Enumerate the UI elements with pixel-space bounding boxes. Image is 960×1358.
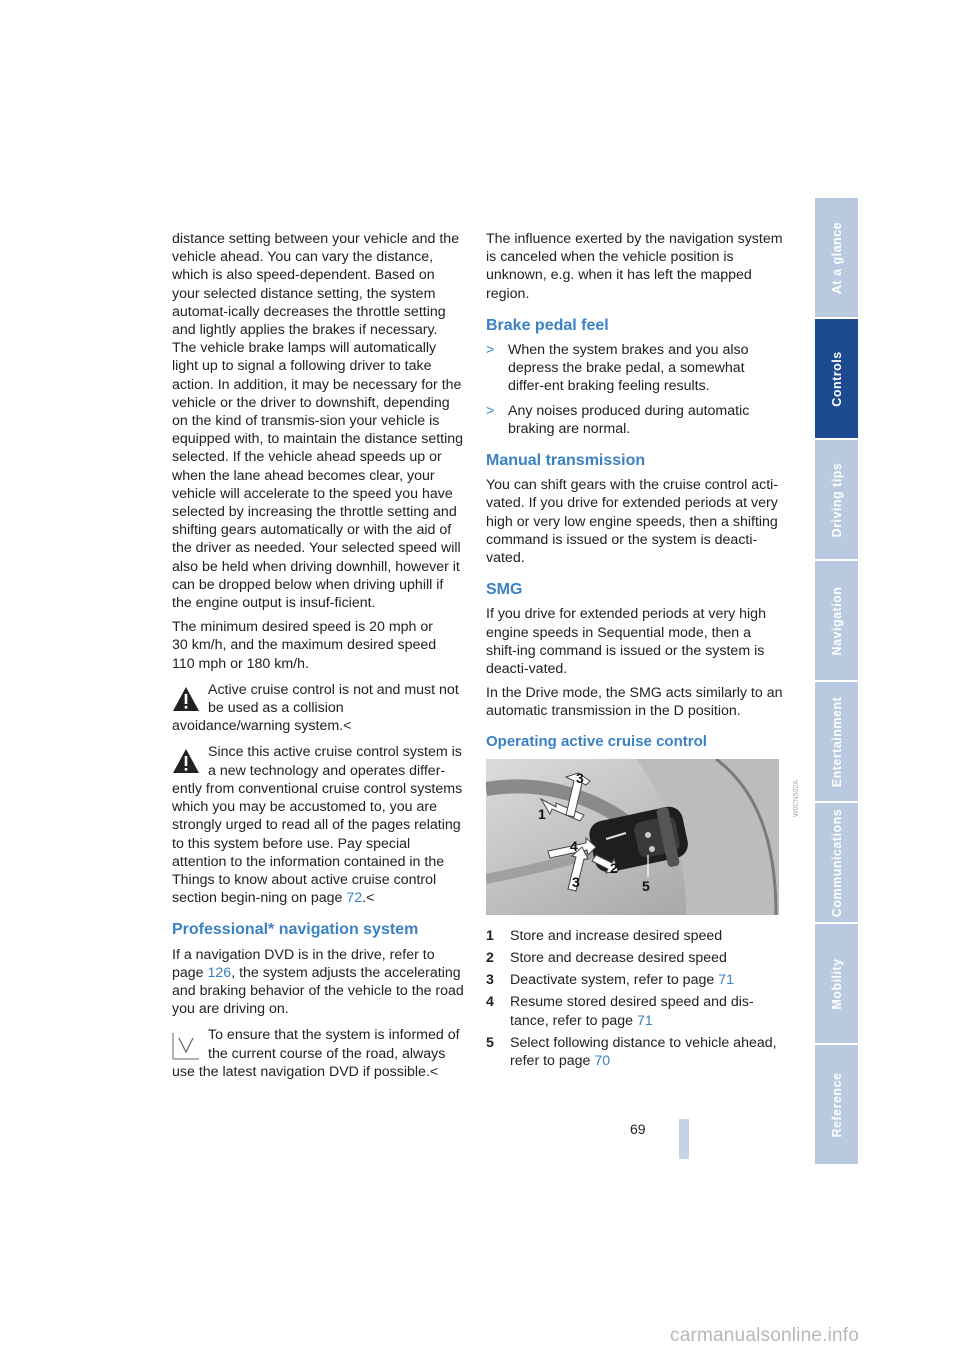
- right-column: [486, 230, 800, 1074]
- manual-paragraph: You can shift gears with the cruise control acti-vated. If you drive for extended periods at very high or very low engine speeds, then a shifting command is issued or the system is deacti-vated.: [486, 477, 779, 567]
- section-heading-smg: SMG: [486, 581, 523, 599]
- section-heading-operating: Operating active cruise control: [486, 732, 707, 750]
- chapter-sidebar: [815, 198, 858, 1166]
- tab-navigation[interactable]: Navigation: [815, 561, 858, 680]
- warning-text: a new technology and operates differ-ently from conventional cruise control systems which you may be accustomed to, you are strongly urged to read all of the pages relating to this system before use. Pay special attention to the information contained in the Things to know about active cruise control section begin-ning on page 72.<: [172, 762, 463, 907]
- speed-line: The minimum desired speed is 20 mph or: [172, 619, 434, 636]
- end-mark: <: [343, 718, 352, 735]
- warning-note: [172, 743, 464, 907]
- figure-callout: 5: [642, 877, 650, 894]
- bullet-arrow: >: [486, 402, 495, 419]
- list-item: 5 Select following distance to vehicle ahead, refer to page 70: [486, 1034, 777, 1070]
- page-link[interactable]: 71: [637, 1012, 653, 1029]
- watermark: carmanualsonline.info: [670, 1325, 860, 1346]
- bullet-arrow: >: [486, 342, 495, 359]
- figure-callout: 3: [576, 769, 584, 786]
- intro-paragraph: distance setting between your vehicle and the vehicle ahead. You can vary the distance, which is also speed-dependent. Based on your selected distance setting, the system automat-ically decreases the throttle setting and lightly applies the brakes if necessary. The vehicle brake lamps will automatically light up to signal a following driver to take action. In addition, it may be necessary for the vehicle or the driver to downshift, depending on the kind of transmis-sion your vehicle is equipped with, to maintain the distance setting selected. If the vehicle ahead speeds up or when the lane ahead becomes clear, your vehicle will accelerate to the speed you have selected by increasing the throttle setting and shifting gears automatically or with the aid of the driver as needed. Your selected speed will also be held when driving downhill, however it can be dropped below when driving uphill if the engine output is insuf-ficient.: [172, 231, 464, 612]
- tab-entertainment[interactable]: Entertainment: [815, 682, 858, 801]
- list-item: 1 Store and increase desired speed: [486, 927, 723, 944]
- tab-mobility[interactable]: Mobility: [815, 924, 858, 1043]
- tip-first-line: To ensure that the system is informed of: [208, 1027, 460, 1044]
- list-item: 4 Resume stored desired speed and dis-tance, refer to page 71: [486, 994, 754, 1029]
- tab-communications[interactable]: Communications: [815, 803, 858, 922]
- figure-code: W0CN502A: [793, 779, 800, 817]
- figure-callout: 3: [572, 873, 580, 890]
- tip-arrow-icon: [172, 1032, 200, 1060]
- bullet-item: [486, 402, 784, 438]
- tab-reference[interactable]: Reference: [815, 1045, 858, 1164]
- left-column: [172, 230, 464, 1087]
- end-mark: <: [429, 1063, 439, 1080]
- figure-callout: 1: [538, 805, 546, 822]
- page-link[interactable]: 72: [346, 890, 363, 907]
- warning-triangle-icon: [172, 747, 200, 775]
- warning-triangle-icon: [172, 685, 200, 713]
- warning-first-line: Active cruise control is not and must not: [208, 681, 459, 698]
- smg-paragraph: If you drive for extended periods at very high engine speeds in Sequential mode, then a shift-ing command is issued or the system is deacti-vated.: [486, 606, 766, 678]
- tab-controls[interactable]: Controls: [815, 319, 858, 438]
- page-number: 69: [630, 1121, 646, 1137]
- smg-paragraph: In the Drive mode, the SMG acts similarly to an automatic transmission in the D position.: [486, 685, 783, 720]
- section-heading-navigation: Professional* navigation system: [172, 921, 419, 939]
- end-mark: <: [366, 890, 375, 907]
- speed-range-paragraph: [172, 618, 464, 673]
- page-link[interactable]: 71: [718, 972, 734, 989]
- bullet-item: [486, 341, 784, 396]
- tab-driving-tips[interactable]: Driving tips: [815, 440, 858, 559]
- list-item: 2 Store and decrease desired speed: [486, 950, 727, 967]
- warning-first-line: Since this active cruise control system is: [208, 744, 462, 761]
- figure-callout: 4: [570, 837, 578, 854]
- bullet-text: Any noises produced during automatic braking are normal.: [508, 402, 750, 437]
- bullet-text: When the system brakes and you also depress the brake pedal, a somewhat differ-ent braking feeling results.: [508, 342, 749, 395]
- page-marker-bar: [679, 1119, 689, 1159]
- page-link[interactable]: 70: [594, 1053, 611, 1070]
- section-heading-manual-transmission: Manual transmission: [486, 452, 646, 470]
- speed-line: 110 mph or 180 km/h.: [172, 655, 309, 672]
- nav-continued-paragraph: The influence exerted by the navigation system is canceled when the vehicle position is unknown, e.g. when it has left the mapped region.: [486, 231, 783, 302]
- cruise-control-lever-figure: [486, 759, 800, 915]
- list-item: 3 Deactivate system, refer to page 71: [486, 972, 734, 989]
- page-link[interactable]: 126: [207, 964, 232, 981]
- speed-line: 30 km/h, and the maximum desired speed: [172, 637, 437, 654]
- warning-text: be used as a collision avoidance/warning system.<: [172, 700, 352, 735]
- tip-text: the current course of the road, always use the latest navigation DVD if possible.<: [172, 1045, 446, 1080]
- tab-at-a-glance[interactable]: At a glance: [815, 198, 858, 317]
- lever-illustration: [486, 759, 779, 915]
- nav-paragraph: If a navigation DVD is in the drive, refer to page 126, the system adjusts the accelerating and braking behavior of the vehicle to the road you are driving on.: [172, 946, 464, 1018]
- tip-note: [172, 1026, 464, 1081]
- figure-callout: 2: [610, 859, 618, 876]
- warning-note: [172, 681, 464, 736]
- section-heading-brake-pedal: Brake pedal feel: [486, 316, 609, 334]
